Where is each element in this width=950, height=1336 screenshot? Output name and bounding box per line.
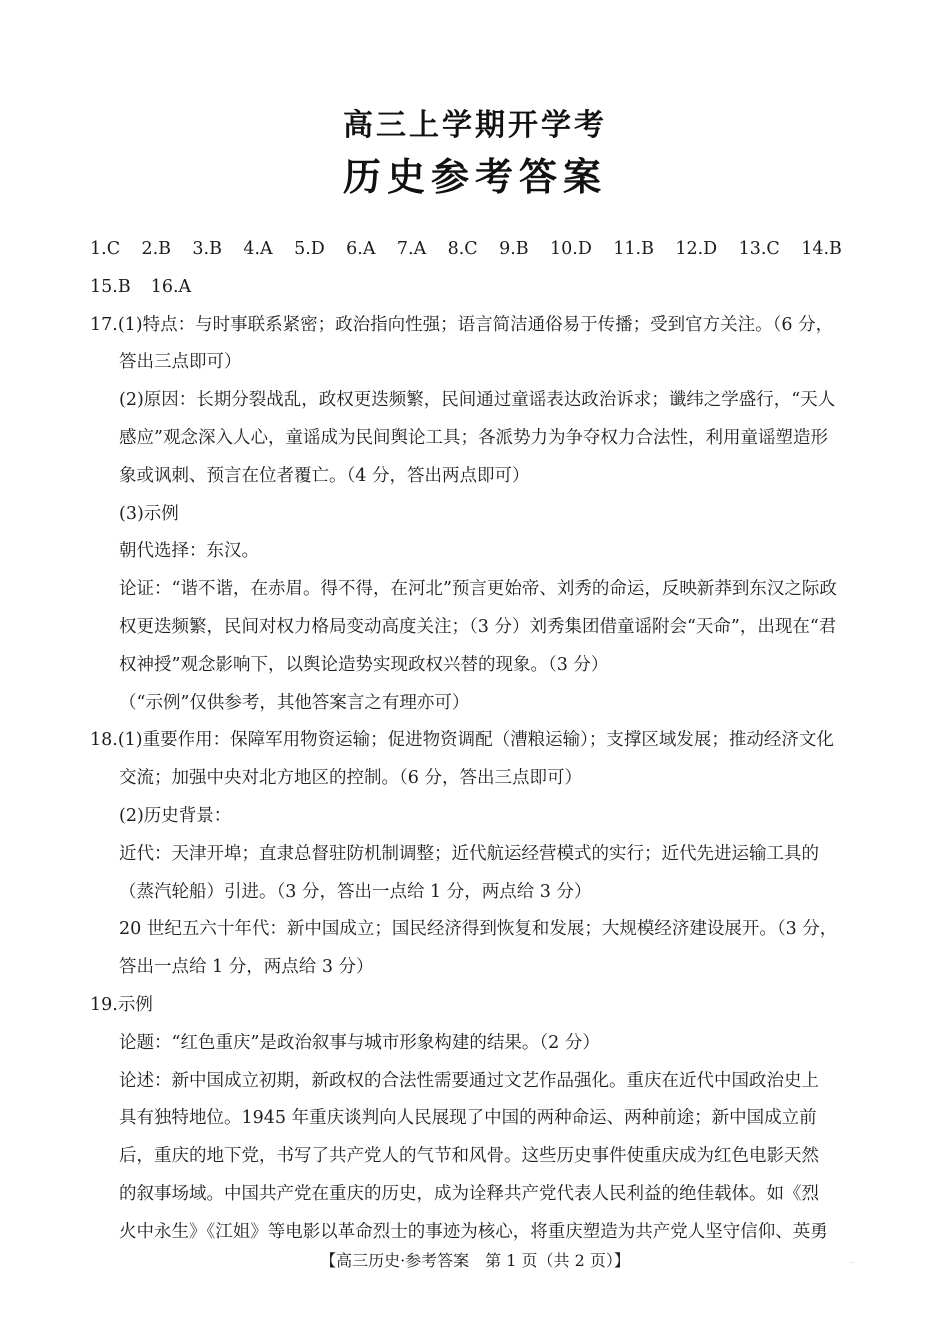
answer-line: 的叙事场域。中国共产党在重庆的历史，成为诠释共产党代表人民利益的绝佳载体。如《烈 <box>119 1183 819 1204</box>
choice-answer: 16.A <box>150 276 192 297</box>
answer-line: （“示例”仅供参考，其他答案言之有理亦可） <box>119 692 470 713</box>
answer-line: 权更迭频繁，民间对权力格局变动高度关注；（3 分）刘秀集团借童谣附会“天命”，出现在“君 <box>119 616 837 637</box>
choice-answer: 13.C <box>738 239 780 259</box>
answer-line: 朝代选择：东汉。 <box>119 541 259 562</box>
answer-line: 火中永生》《江姐》等电影以革命烈士的事迹为核心，将重庆塑造为共产党人坚守信仰、英勇 <box>119 1221 828 1242</box>
choice-answers-row-1 <box>90 231 842 269</box>
answer-line: 答出三点即可） <box>119 352 242 373</box>
answer-line: 后，重庆的地下党，书写了共产党人的气节和风骨。这些历史事件使重庆成为红色电影天然 <box>119 1146 819 1167</box>
choice-answer: 9.B <box>499 239 529 259</box>
answer-line: 论述：新中国成立初期，新政权的合法性需要通过文艺作品强化。重庆在近代中国政治史上 <box>119 1070 819 1091</box>
exam-title: 高三上学期开学考 <box>343 108 607 143</box>
answer-line: 感应”观念深入人心，童谣成为民间舆论工具；各派势力为争夺权力合法性，利用童谣塑造形 <box>119 427 828 448</box>
answer-line: (3)示例 <box>119 503 179 524</box>
answer-line: 20 世纪五六十年代：新中国成立；国民经济得到恢复和发展；大规模经济建设展开。（3 分， <box>119 919 838 940</box>
answer-line: 18.(1)重要作用：保障军用物资运输；促进物资调配（漕粮运输）；支撑区域发展；推动经济文化 <box>90 730 834 751</box>
answer-line: 论题：“红色重庆”是政治叙事与城市形象构建的结果。（2 分） <box>119 1032 600 1053</box>
choice-answer: 3.B <box>192 239 222 259</box>
corner-mark: .. <box>850 1256 856 1265</box>
choice-answer: 10.D <box>550 239 592 259</box>
choice-answer: 8.C <box>447 239 478 259</box>
choice-answer: 14.B <box>801 239 842 259</box>
choice-answer: 7.A <box>396 239 427 259</box>
answer-line: (2)历史背景： <box>119 805 232 826</box>
answer-line: 19.示例 <box>90 994 153 1015</box>
choice-answer: 15.B <box>90 276 131 297</box>
choice-answer: 11.B <box>613 239 654 259</box>
choice-answer: 4.A <box>243 239 273 259</box>
answer-line: 近代：天津开埠；直隶总督驻防机制调整；近代航运经营模式的实行；近代先进运输工具的 <box>119 843 819 864</box>
answer-key-title: 历史参考答案 <box>342 155 607 199</box>
choice-answer: 2.B <box>141 239 172 259</box>
answer-line: 象或讽刺、预言在位者覆亡。（4 分，答出两点即可） <box>119 465 530 486</box>
answer-line: 17.(1)特点：与时事联系紧密；政治指向性强；语言简洁通俗易于传播；受到官方关注。（6 分， <box>90 314 834 335</box>
choice-answer: 12.D <box>675 239 718 259</box>
choice-answer: 6.A <box>346 239 376 259</box>
answer-line: 答出一点给 1 分，两点给 3 分） <box>119 957 374 978</box>
answer-line: 具有独特地位。1945 年重庆谈判向人民展现了中国的两种命运、两种前途；新中国成立前 <box>119 1108 817 1129</box>
answer-lines <box>90 307 862 1252</box>
answer-content <box>90 231 862 1252</box>
answer-line: 交流；加强中央对北方地区的控制。（6 分，答出三点即可） <box>119 768 582 789</box>
answer-line: （蒸汽轮船）引进。（3 分，答出一点给 1 分，两点给 3 分） <box>119 881 592 902</box>
choice-answer: 5.D <box>294 239 325 259</box>
answer-line: 权神授”观念影响下，以舆论造势实现政权兴替的现象。（3 分） <box>119 654 609 675</box>
choice-answers-row-2 <box>90 269 862 307</box>
choice-answer: 1.C <box>90 239 121 259</box>
answer-line: 论证：“谐不谐，在赤眉。得不得，在河北”预言更始帝、刘秀的命运，反映新莽到东汉之际政 <box>119 579 837 600</box>
page-footer: 【高三历史·参考答案 第 1 页（共 2 页）】 <box>320 1251 630 1270</box>
answer-line: (2)原因：长期分裂战乱，政权更迭频繁，民间通过童谣表达政治诉求；谶纬之学盛行，“天人 <box>119 390 836 411</box>
